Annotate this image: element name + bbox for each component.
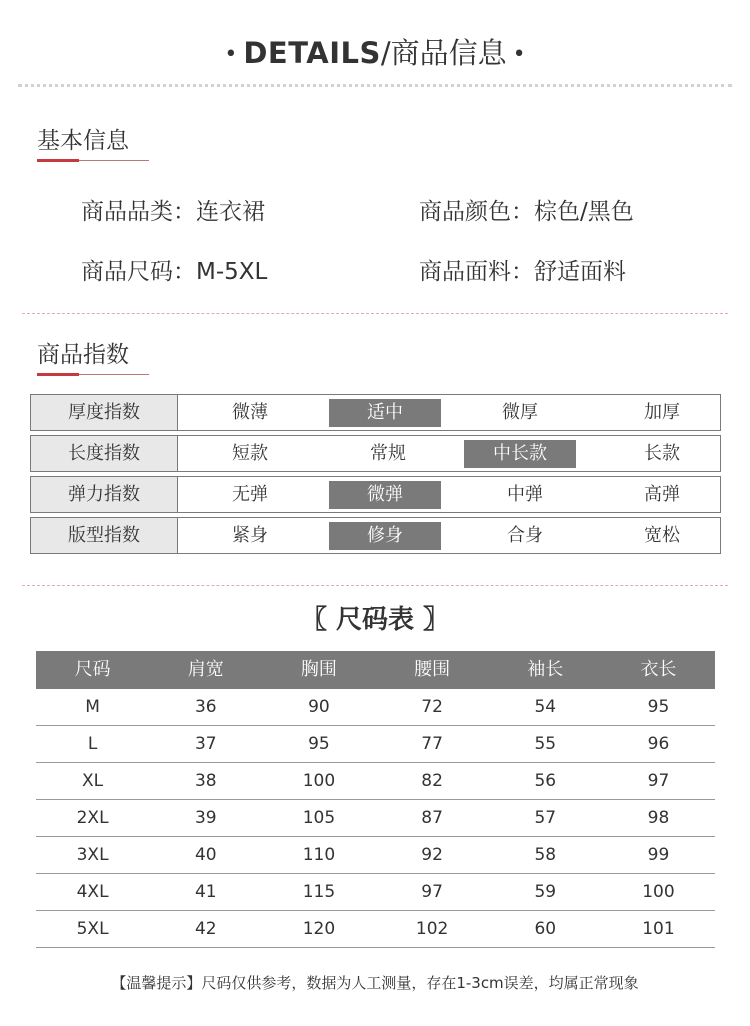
size-header-cell: 腰围 xyxy=(414,659,451,680)
size-cell: 5XL xyxy=(76,919,109,939)
info-fabric-value: 舒适面料 xyxy=(534,259,626,285)
size-cell: 58 xyxy=(534,845,557,865)
index-option: 微薄 xyxy=(232,402,268,423)
size-row xyxy=(36,689,715,726)
index-option-selected: 适中 xyxy=(329,399,441,427)
size-header-cell: 衣长 xyxy=(640,659,677,680)
index-option: 微厚 xyxy=(502,402,538,423)
size-cell: 37 xyxy=(194,734,217,754)
size-cell: 100 xyxy=(642,882,675,902)
index-option: 长款 xyxy=(644,443,680,464)
info-size-value: M-5XL xyxy=(196,259,268,285)
section-divider-1 xyxy=(22,313,728,314)
size-cell: 57 xyxy=(534,808,557,828)
size-cell: 39 xyxy=(194,808,217,828)
index-option: 合身 xyxy=(507,525,543,546)
size-cell: 40 xyxy=(194,845,217,865)
size-cell: 102 xyxy=(415,919,449,939)
size-cell: 56 xyxy=(534,771,557,791)
index-row-fit xyxy=(30,517,721,554)
index-option-selected: 微弹 xyxy=(329,481,441,509)
info-category xyxy=(81,197,265,227)
size-header-cell: 尺码 xyxy=(74,659,111,680)
info-color-label: 商品颜色： xyxy=(419,199,534,225)
size-cell: XL xyxy=(82,771,104,791)
size-table-header xyxy=(36,651,715,689)
title-cn: 商品信息 xyxy=(390,36,507,70)
basic-info-underline xyxy=(37,159,149,162)
size-cell: 72 xyxy=(421,697,443,717)
size-cell: 100 xyxy=(302,771,336,791)
index-label-length: 长度指数 xyxy=(31,436,178,471)
size-row xyxy=(36,837,715,874)
info-size xyxy=(81,257,267,287)
size-header-cell: 胸围 xyxy=(300,659,337,680)
index-label-thickness: 厚度指数 xyxy=(31,395,178,430)
header-divider xyxy=(18,84,732,87)
info-fabric xyxy=(419,257,626,287)
index-option: 宽松 xyxy=(644,525,680,546)
index-option: 紧身 xyxy=(232,525,268,546)
size-cell: 96 xyxy=(647,734,670,754)
size-cell: 42 xyxy=(194,919,217,939)
info-fabric-label: 商品面料： xyxy=(419,259,534,285)
size-cell: 60 xyxy=(534,919,557,939)
size-chart-title: 〖 尺码表 〗 xyxy=(300,605,450,635)
size-cell: 36 xyxy=(194,697,217,717)
index-row-thickness xyxy=(30,394,721,431)
size-cell: 55 xyxy=(534,734,557,754)
size-row xyxy=(36,726,715,763)
basic-info-title: 基本信息 xyxy=(37,128,129,154)
index-option: 无弹 xyxy=(232,484,268,505)
size-cell: 38 xyxy=(194,771,217,791)
size-cell: 4XL xyxy=(76,882,109,902)
size-cell: 99 xyxy=(647,845,670,865)
index-row-length xyxy=(30,435,721,472)
size-cell: 87 xyxy=(421,808,443,828)
index-label-fit: 版型指数 xyxy=(31,518,178,553)
bullet-right: • xyxy=(512,42,526,67)
page-title xyxy=(0,34,750,74)
index-option: 常规 xyxy=(370,443,406,464)
info-color xyxy=(419,197,634,227)
size-header-cell: 肩宽 xyxy=(187,659,224,680)
section-divider-2 xyxy=(22,585,728,586)
size-row xyxy=(36,763,715,800)
index-label-elasticity: 弹力指数 xyxy=(31,477,178,512)
size-cell: 101 xyxy=(642,919,675,939)
index-option-selected: 中长款 xyxy=(464,440,576,468)
size-cell: M xyxy=(85,697,100,717)
size-cell: 82 xyxy=(421,771,443,791)
size-cell: 95 xyxy=(647,697,670,717)
bullet-left: • xyxy=(224,42,238,67)
info-category-value: 连衣裙 xyxy=(196,199,265,225)
index-option: 加厚 xyxy=(644,402,680,423)
size-cell: 97 xyxy=(421,882,443,902)
info-category-label: 商品品类： xyxy=(81,199,196,225)
product-index-title: 商品指数 xyxy=(37,342,129,368)
index-option: 短款 xyxy=(232,443,268,464)
size-cell: 97 xyxy=(647,771,670,791)
size-cell: 98 xyxy=(647,808,670,828)
title-sep: / xyxy=(380,36,391,70)
size-cell: L xyxy=(87,734,98,754)
size-cell: 105 xyxy=(302,808,336,828)
product-index-underline xyxy=(37,373,149,376)
index-option: 高弹 xyxy=(644,484,680,505)
size-cell: 3XL xyxy=(76,845,109,865)
size-row xyxy=(36,911,715,948)
size-cell: 2XL xyxy=(76,808,109,828)
size-cell: 92 xyxy=(421,845,443,865)
footnote: 【温馨提示】尺码仅供参考，数据为人工测量，存在1-3cm误差，均属正常现象 xyxy=(111,974,639,992)
index-option-selected: 修身 xyxy=(329,522,441,550)
index-row-elasticity xyxy=(30,476,721,513)
size-row xyxy=(36,874,715,911)
info-size-label: 商品尺码： xyxy=(81,259,196,285)
title-en: DETAILS xyxy=(243,36,381,70)
size-row xyxy=(36,800,715,837)
size-cell: 77 xyxy=(421,734,443,754)
index-option: 中弹 xyxy=(507,484,543,505)
size-cell: 90 xyxy=(308,697,330,717)
size-cell: 120 xyxy=(302,919,336,939)
size-cell: 110 xyxy=(302,845,336,865)
size-cell: 54 xyxy=(534,697,557,717)
size-cell: 95 xyxy=(308,734,330,754)
size-header-cell: 袖长 xyxy=(527,659,564,680)
info-color-value: 棕色/黑色 xyxy=(534,199,634,225)
size-table xyxy=(36,651,715,948)
size-cell: 41 xyxy=(194,882,217,902)
size-cell: 115 xyxy=(302,882,336,902)
size-cell: 59 xyxy=(534,882,557,902)
